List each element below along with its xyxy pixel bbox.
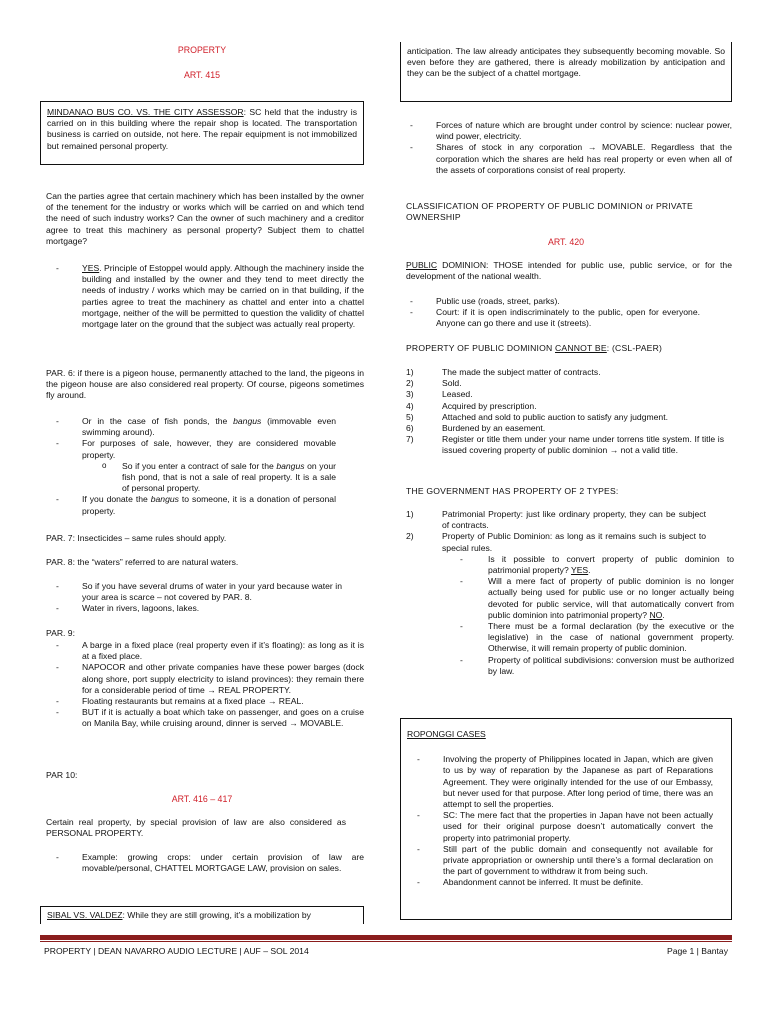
cannot-be-heading xyxy=(406,343,732,354)
item-text: Attached and sold to public auction to satisfy any judgment. xyxy=(442,411,668,422)
item-text: Patrimonial Property: just like ordinary property, they can be subject of contracts. xyxy=(442,509,706,531)
article-420-heading: ART. 420 xyxy=(547,237,585,247)
item-number: 5) xyxy=(406,411,414,422)
case-box-continued xyxy=(400,42,732,102)
question-paragraph: Can the parties agree that certain machinery which has been installed by the owner of the tenement for the industry or works which will be carried on and which tend the need of such industry works? Can the owner of such machinery and a creditor agree to treat this machinery as personal property? Subject them to chattel mortgage? xyxy=(46,191,364,246)
item-text: Register or title them under your name under torrens title system. If title is issued covering property of public dominion → not a valid title. xyxy=(442,434,724,456)
text: So if you enter a contract of sale for the xyxy=(122,460,277,471)
government-property-heading: THE GOVERNMENT HAS PROPERTY OF 2 TYPES: xyxy=(406,486,619,496)
list-item xyxy=(406,531,734,677)
list-item: - Still part of the public domain and consequently not available for private appropriation or ownership until there’s a formal declaration on the part of government to withdraw it from being such. xyxy=(407,844,713,878)
list-item: - A barge in a fixed place (real property even if it’s floating): as long as it is at a fixed place. xyxy=(46,640,364,662)
list-item xyxy=(406,434,724,456)
list-item xyxy=(46,416,336,438)
page-footer xyxy=(44,946,728,957)
footer-page-number: Page 1 | Bantay xyxy=(667,946,728,956)
footer-title: PROPERTY | DEAN NAVARRO AUDIO LECTURE | AUF – SOL 2014 xyxy=(44,946,309,956)
list-item xyxy=(92,461,336,495)
list-item: - Involving the property of Philippines located in Japan, which are given to us by way of reparation by the Japanese as part of Reparations Agreement. They were originally intended for the use of our Embassy, but never used for that purpose. After long period of time, there was an attempt to sell the properties. xyxy=(407,754,713,810)
text: For purposes of sale, however, they are considered movable property. xyxy=(82,438,336,460)
case-box-sibal xyxy=(40,906,364,924)
italic-term: bangus xyxy=(233,416,262,426)
text: on your fish pond, that is not a sale of real property. It is a sale of personal property. xyxy=(122,460,336,494)
list-item xyxy=(406,412,724,423)
list-item xyxy=(406,509,706,531)
roponggi-list xyxy=(407,754,713,888)
item-number: 6) xyxy=(406,423,414,434)
item-number: 3) xyxy=(406,389,414,400)
text: . xyxy=(662,609,665,620)
text: (immovable even swimming around). xyxy=(82,416,336,438)
item-number: 4) xyxy=(406,400,414,411)
answer-body: . Principle of Estoppel would apply. Although the machinery inside the building and installed by the owner and they tend to meet directly the needs of industry / works which may be carried on in that building, if the parties agree to treat the machinery as chattel and enter into a chattel mortgage, neither of the will be permitted to question the validity of chattel mortgage later on the ground that the subject was actually real property. xyxy=(82,263,364,330)
list-item xyxy=(406,367,724,378)
text: DOMINION: THOSE intended for public use, public service, or for the development of the national wealth. xyxy=(406,260,732,282)
answer-no: NO xyxy=(649,609,663,620)
text: If you donate the xyxy=(82,494,151,505)
movable-list xyxy=(400,120,732,176)
case-body: : SC held that the industry is carried on in this building where the repair shop is located. The transportation business is carried on outside, not here. The repair equipment is not immobilized but remained personal property. xyxy=(47,107,357,151)
item-text: Property of Public Dominion: as long as it remains such is subject to special rules. xyxy=(442,531,706,553)
list-item: - Example: growing crops: under certain provision of law are movable/personal, CHATTEL MORTGAGE LAW, provision on sales. xyxy=(46,852,364,874)
yes-answer: YES xyxy=(82,263,100,273)
case-body: anticipation. The law already anticipates they subsequently becoming movable. So even before they are gathered, there is already mobilization by anticipation and they can be the subject of a chattel mortgage. xyxy=(407,46,725,79)
italic-term: bangus xyxy=(276,460,305,471)
item-text: Leased. xyxy=(442,389,473,400)
roponggi-cases-box xyxy=(400,718,732,920)
public-word: PUBLIC xyxy=(406,260,438,270)
item-number: 1) xyxy=(406,509,414,519)
text: Is it possible to convert property of public dominion to patrimonial property? xyxy=(488,553,734,576)
case-title: SIBAL VS. VALDEZ xyxy=(47,910,123,920)
item-number: 2) xyxy=(406,531,414,542)
par7-paragraph: PAR. 7: Insecticides – same rules should apply. xyxy=(46,533,227,543)
example-list xyxy=(46,852,364,874)
list-item: - Abandonment cannot be inferred. It must be definite. xyxy=(407,877,713,888)
list-item xyxy=(46,438,336,494)
public-dominion-definition xyxy=(406,260,732,282)
list-item: - Floating restaurants but remains at a fixed place → REAL. xyxy=(46,696,364,707)
italic-term: bangus xyxy=(150,494,179,505)
case-body: : While they are still growing, it’s a mobilization by xyxy=(122,910,311,920)
item-text: Burdened by an easement. xyxy=(442,423,546,434)
list-item: - Court: if it is open indiscriminately to the public, open for everyone. Anyone can go there and use it (streets). xyxy=(400,307,700,329)
case-box-mindanao-bus xyxy=(40,101,364,165)
list-item: - SC: The mere fact that the properties in Japan have not been actually used for their original purpose doesn’t automatically convert the property into patrimonial property. xyxy=(407,810,713,844)
list-item xyxy=(452,576,734,621)
par10-paragraph: PAR 10: xyxy=(46,770,78,780)
list-item: - There must be a formal declaration (by the executive or the legislative) in the case of national government property. Otherwise, it will remain property of public dominion. xyxy=(452,621,734,655)
fish-list xyxy=(46,416,336,517)
government-property-list xyxy=(406,509,734,677)
list-item xyxy=(452,554,734,576)
item-text: Acquired by prescription. xyxy=(442,400,537,411)
item-number: 7) xyxy=(406,434,414,445)
classification-heading: CLASSIFICATION OF PROPERTY OF PUBLIC DOMINION or PRIVATE OWNERSHIP xyxy=(406,201,693,223)
text: PROPERTY OF PUBLIC DOMINION xyxy=(406,343,556,353)
public-use-list xyxy=(400,296,700,330)
par8-paragraph: PAR. 8: the “waters” referred to are natural waters. xyxy=(46,557,239,567)
list-item: - NAPOCOR and other private companies have these power barges (dock along shore, port supply electricity to island provinces): they remain there for a considerable period of time → REAL PROPERTY. xyxy=(46,662,364,696)
page-heading: PROPERTY xyxy=(177,45,227,55)
article-416-417-heading: ART. 416 – 417 xyxy=(171,794,233,804)
footer-divider xyxy=(40,935,732,940)
list-item xyxy=(406,423,724,434)
list-item: - Water in rivers, lagoons, lakes. xyxy=(46,603,342,614)
case-title: MINDANAO BUS CO. VS. THE CITY ASSESSOR xyxy=(47,107,244,117)
answer-list xyxy=(46,263,364,330)
par9-paragraph: PAR. 9: xyxy=(46,628,75,638)
item-text: The made the subject matter of contracts. xyxy=(442,367,601,377)
list-item: - Shares of stock in any corporation → MOVABLE. Regardless that the corporation which the shares are held has real property or even when all of the assets of corporations consist of real property. xyxy=(400,142,732,176)
cannot-be-list xyxy=(406,367,724,457)
sub-list xyxy=(92,461,336,495)
list-item xyxy=(46,494,336,516)
public-dominion-sub-list xyxy=(452,554,734,677)
list-item: - Property of political subdivisions: conversion must be authorized by law. xyxy=(452,655,734,677)
answer-yes: YES xyxy=(570,565,589,576)
water-list xyxy=(46,581,342,615)
text: . xyxy=(588,565,591,576)
barge-list xyxy=(46,640,364,730)
roponggi-title: ROPONGGI CASES xyxy=(407,729,486,739)
underlined-text: CANNOT BE xyxy=(555,343,607,353)
list-item: - So if you have several drums of water in your yard because water in your area is scarce – not covered by PAR. 8. xyxy=(46,581,342,603)
par6-paragraph: PAR. 6: if there is a pigeon house, permanently attached to the land, the pigeons in the pigeon house are also considered real property. Of course, pigeons sometimes fly around. xyxy=(46,368,364,401)
list-item xyxy=(406,401,724,412)
personal-property-paragraph: Certain real property, by special provision of law are also considered as PERSONAL PROPERTY. xyxy=(46,817,346,839)
item-number: 2) xyxy=(406,378,414,389)
list-item: - Forces of nature which are brought under control by science: nuclear power, wind power, electricity. xyxy=(400,120,732,142)
footer-divider-thin xyxy=(40,941,732,942)
list-item: - Public use (roads, street, parks). xyxy=(400,296,700,307)
item-text: Sold. xyxy=(442,378,462,389)
text: Or in the case of fish ponds, the xyxy=(82,416,234,426)
item-number: 1) xyxy=(406,367,414,377)
text: : (CSL-PAER) xyxy=(606,343,663,353)
list-item xyxy=(406,378,724,389)
article-415-heading: ART. 415 xyxy=(183,70,221,80)
text: to someone, it is a donation of personal property. xyxy=(82,494,336,516)
list-item: - BUT if it is actually a boat which take on passenger, and goes on a cruise on Manila Bay, while cruising around, dinner is served → MOVABLE. xyxy=(46,707,364,729)
text: Will a mere fact of property of public dominion is no longer actually being used for public use or no longer actually being devoted for public service, will that automatically convert from public dominion into patrimonial property? xyxy=(488,576,734,620)
list-item xyxy=(406,389,724,400)
list-item xyxy=(46,263,364,330)
